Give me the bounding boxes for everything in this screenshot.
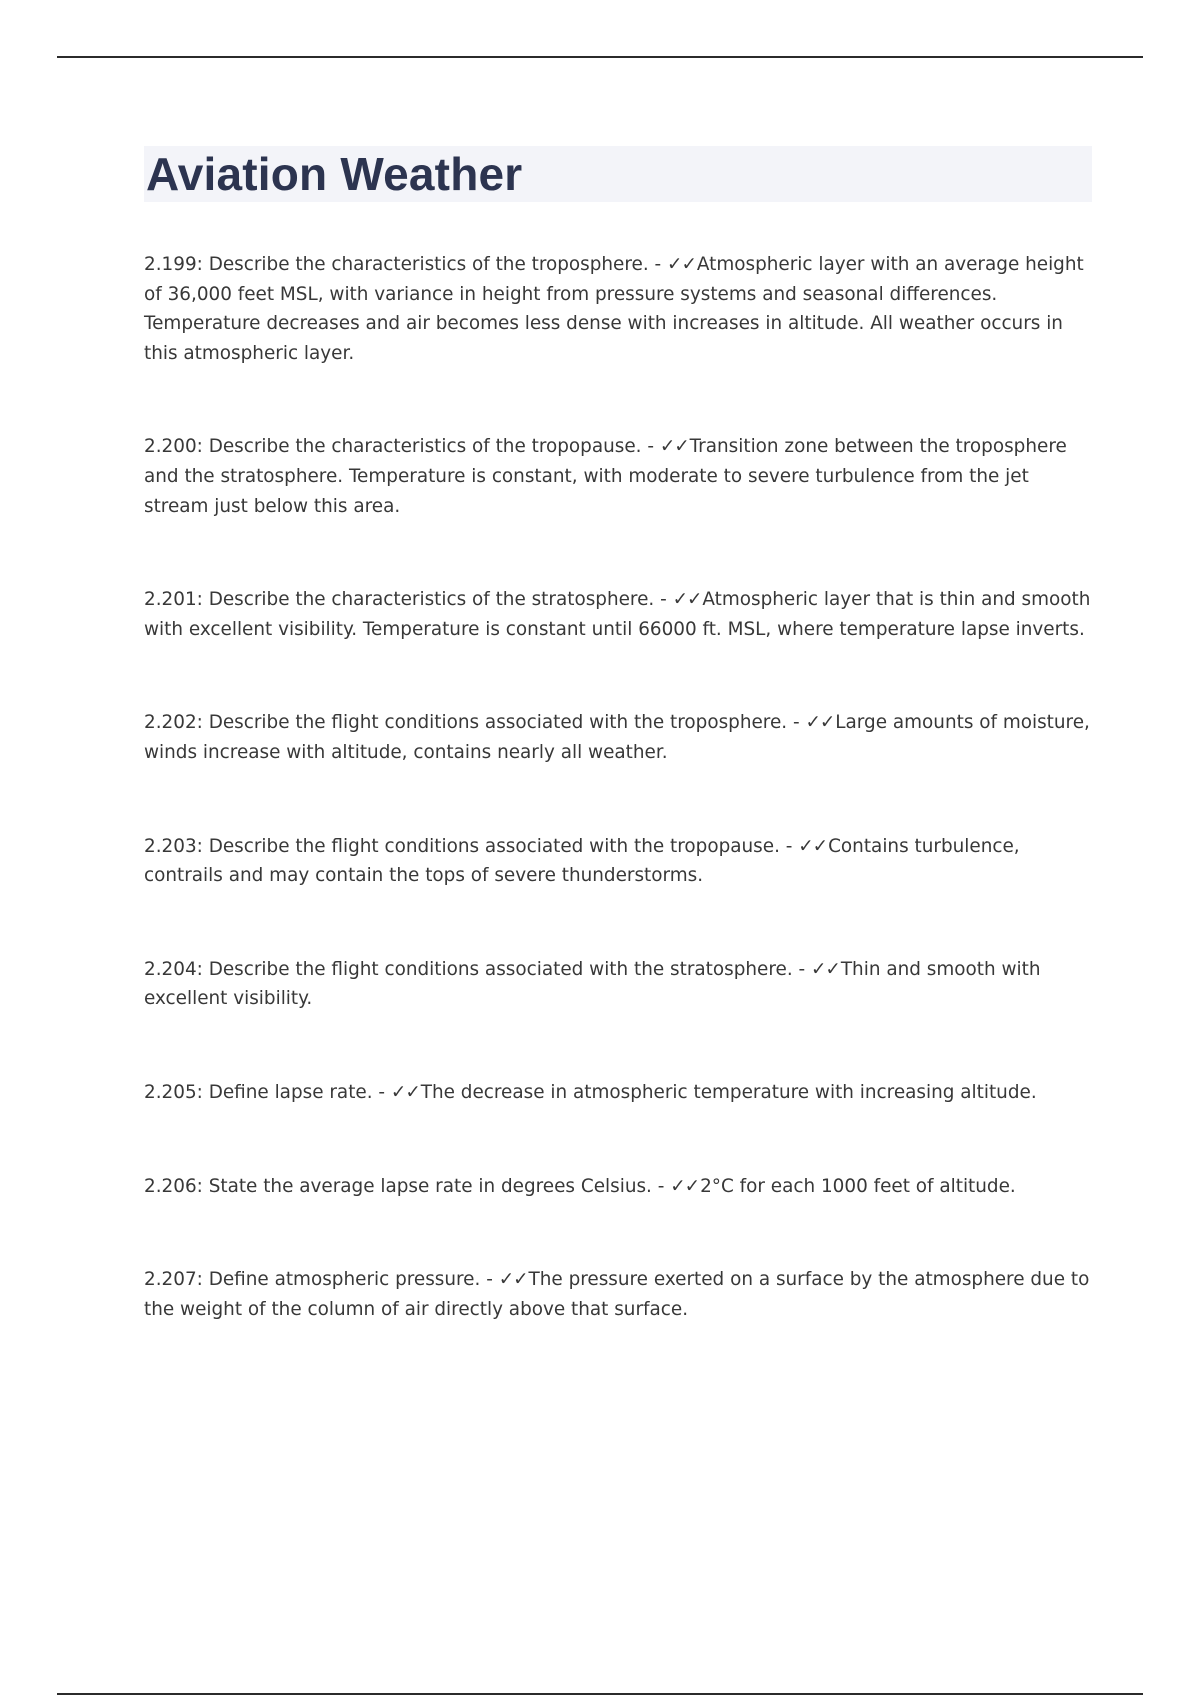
check-mark-icon: ✓✓ (390, 1081, 420, 1103)
top-rule (57, 56, 1143, 58)
answer-text: The pressure exerted on a surface by the atmosphere due to the weight of the column of air directly above that surface. (144, 1269, 1090, 1320)
answer-text: Contains turbulence, contrails and may contain the tops of severe thunderstorms. (144, 835, 1020, 887)
question-text: 2.205: Define lapse rate. (144, 1081, 373, 1103)
answer-text: Large amounts of moisture, winds increase with altitude, contains nearly all weather. (144, 712, 1090, 763)
answer-text: 2°C for each 1000 feet of altitude. (700, 1175, 1016, 1197)
qa-item (144, 708, 1092, 767)
page-title: Aviation Weather (146, 148, 523, 200)
separator: - (792, 958, 811, 980)
separator: - (787, 712, 806, 734)
check-mark-icon: ✓✓ (672, 589, 702, 611)
bottom-rule (57, 1693, 1143, 1695)
answer-text: Transition zone between the troposphere and the stratosphere. Temperature is constant, with moderate to severe turbulence from the jet stream just below this area. (144, 436, 1067, 517)
question-text: 2.203: Describe the flight conditions associated with the tropopause. (144, 835, 780, 857)
question-text: 2.200: Describe the characteristics of the tropopause. (144, 436, 642, 458)
separator: - (480, 1269, 499, 1291)
check-mark-icon: ✓✓ (805, 712, 835, 734)
check-mark-icon: ✓✓ (798, 835, 828, 857)
qa-item (144, 955, 1092, 1014)
question-text: 2.199: Describe the characteristics of the troposphere. (144, 254, 649, 275)
answer-text: Atmospheric layer that is thin and smooth with excellent visibility. Temperature is constant until 66000 ft. MSL, where temperature lapse inverts. (144, 589, 1091, 640)
separator: - (779, 835, 799, 857)
qa-list (144, 250, 1092, 1324)
qa-item (144, 250, 1092, 368)
question-text: 2.207: Define atmospheric pressure. (144, 1269, 481, 1291)
answer-text: Thin and smooth with excellent visibility. (144, 958, 1041, 1010)
question-text: 2.202: Describe the flight conditions associated with the troposphere. (144, 712, 788, 734)
answer-text: Atmospheric layer with an average height of 36,000 feet MSL, with variance in height from pressure systems and seasonal differences. Temperature decreases and air becomes less dense with increases in altitude. All weather occurs in this atmospheric layer. (144, 254, 1084, 364)
check-mark-icon: ✓✓ (659, 436, 689, 458)
qa-item (144, 1078, 1092, 1108)
qa-item (144, 585, 1092, 644)
check-mark-icon: ✓✓ (811, 958, 840, 980)
page-content (144, 146, 1092, 1324)
separator: - (651, 1175, 671, 1197)
check-mark-icon: ✓✓ (498, 1269, 528, 1291)
answer-text: The decrease in atmospheric temperature with increasing altitude. (420, 1081, 1037, 1103)
qa-item (144, 1172, 1092, 1202)
title-band (144, 146, 1092, 202)
qa-item (144, 1265, 1092, 1324)
question-text: 2.201: Describe the characteristics of the stratosphere. (144, 589, 655, 611)
separator: - (654, 589, 673, 611)
qa-item (144, 432, 1092, 521)
separator: - (641, 436, 660, 458)
qa-item (144, 832, 1092, 891)
question-text: 2.204: Describe the flight conditions associated with the stratosphere. (144, 958, 793, 980)
separator: - (648, 254, 668, 275)
check-mark-icon: ✓✓ (667, 254, 696, 275)
question-text: 2.206: State the average lapse rate in degrees Celsius. (144, 1175, 652, 1197)
check-mark-icon: ✓✓ (670, 1175, 700, 1197)
separator: - (372, 1081, 391, 1103)
